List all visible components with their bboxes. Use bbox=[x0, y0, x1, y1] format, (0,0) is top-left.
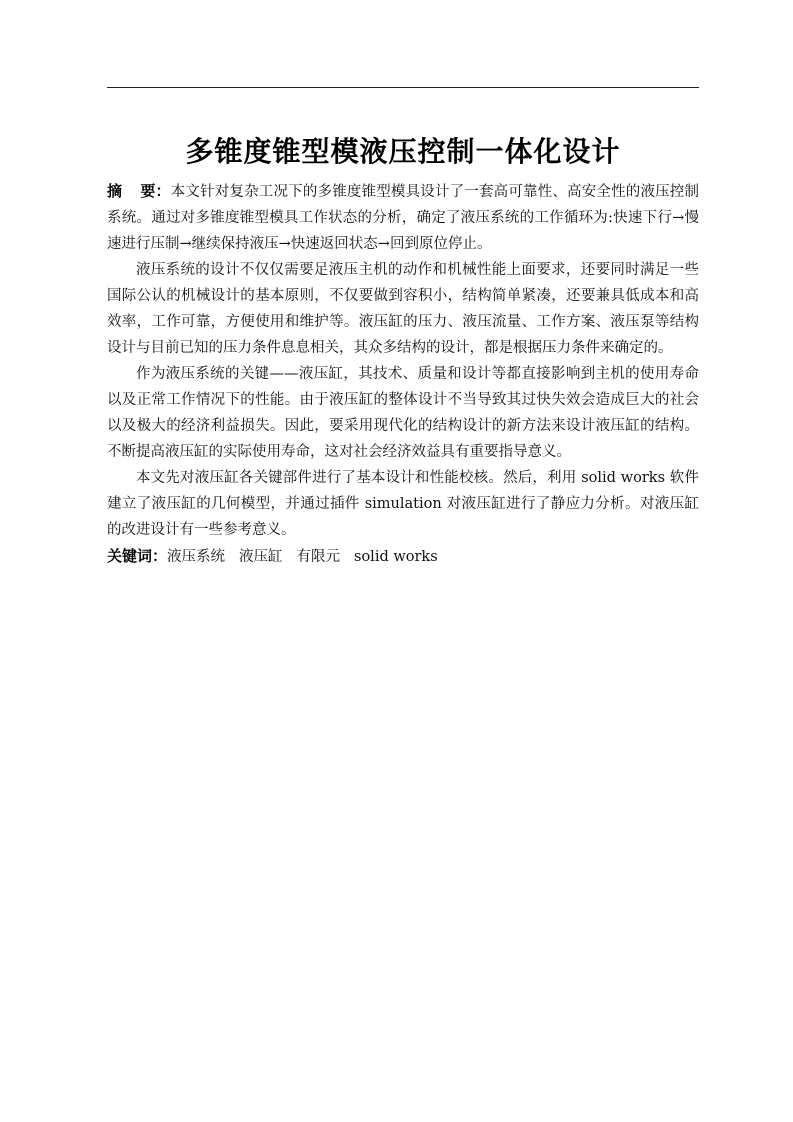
abstract-paragraph-1: 液压系统的设计不仅仅需要足液压主机的动作和机械性能上面要求，还要同时满足一些国际公认的机械设计的基本原则，不仅要做到容积小，结构简单紧凑，还要兼具低成本和高效率，工作可靠，方便使用和维护等。液压缸的压力、液压流量、工作方案、液压泵等结构设计与目前已知的压力条件息息相关，其众多结构的设计，都是根据压力条件来确定的。 bbox=[107, 262, 699, 356]
keyword-item: solid works bbox=[354, 549, 438, 565]
keyword-item: 液压系统 bbox=[167, 549, 226, 565]
abstract-section bbox=[107, 178, 699, 570]
keyword-item: 有限元 bbox=[296, 549, 341, 565]
abstract-paragraph-3: 本文先对液压缸各关键部件进行了基本设计和性能校核。然后，利用 solid works 软件建立了液压缸的几何模型，并通过插件 simulation 对液压缸进行了静应力分析。对液压缸的改进设计有一些参考意义。 bbox=[107, 470, 699, 538]
abstract-label bbox=[107, 182, 171, 200]
keyword-item: 液压缸 bbox=[239, 549, 283, 565]
abstract-paragraph-2: 作为液压系统的关键——液压缸，其技术、质量和设计等都直接影响到主机的使用寿命以及正常工作情况下的性能。由于液压缸的整体设计不当导致其过快失效会造成巨大的社会以及极大的经济利益损失。因此，要采用现代化的结构设计的新方法来设计液压缸的结构。不断提高液压缸的实际使用寿命，这对社会经济效益具有重要指导意义。 bbox=[107, 366, 699, 460]
keywords-line bbox=[107, 543, 699, 570]
document-title: 多锥度锥型模液压控制一体化设计 bbox=[185, 135, 621, 168]
abstract-label-left: 摘 bbox=[107, 182, 123, 200]
abstract-intro-text: 本文针对复杂工况下的多锥度锥型模具设计了一套高可靠性、高安全性的液压控制系统。通过对多锥度锥型模具工作状态的分析，确定了液压系统的工作循环为:快速下行→慢速进行压制→继续保持液压→快速返回状态→回到原位停止。 bbox=[107, 184, 699, 252]
header-rule bbox=[107, 87, 699, 88]
abstract-intro-paragraph bbox=[107, 178, 699, 257]
keywords-label: 关键词： bbox=[107, 547, 168, 565]
abstract-label-right: 要： bbox=[140, 182, 171, 200]
